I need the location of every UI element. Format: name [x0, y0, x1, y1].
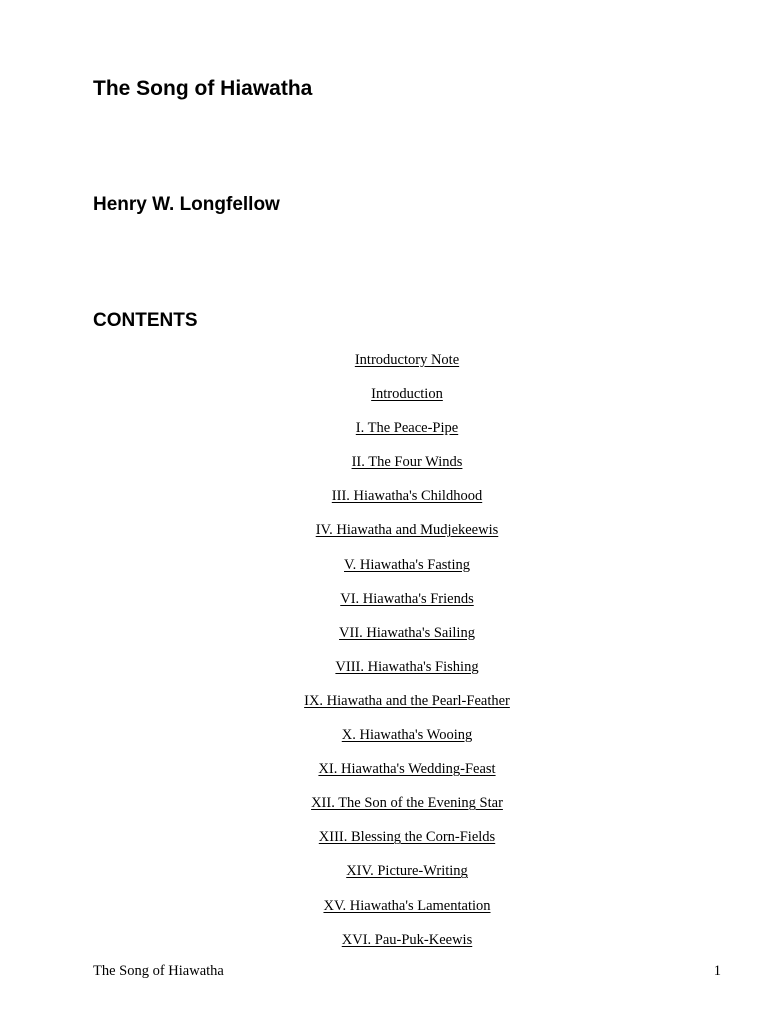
- toc-link-chapter-15[interactable]: XV. Hiawatha's Lamentation: [323, 897, 491, 914]
- toc-link-introduction[interactable]: Introduction: [371, 386, 443, 403]
- toc-item: [93, 861, 721, 895]
- toc-item: [93, 452, 721, 486]
- toc-item: [93, 486, 721, 520]
- toc-item: [93, 657, 721, 691]
- toc-link-chapter-11[interactable]: XI. Hiawatha's Wedding-Feast: [318, 761, 496, 778]
- toc-item: [93, 555, 721, 589]
- toc-item: [93, 589, 721, 623]
- footer-page-number: 1: [713, 963, 721, 979]
- toc-link-chapter-13[interactable]: XIII. Blessing the Corn-Fields: [318, 829, 496, 846]
- toc-link-chapter-3[interactable]: III. Hiawatha's Childhood: [331, 488, 483, 505]
- table-of-contents: [93, 350, 721, 964]
- toc-link-chapter-1[interactable]: I. The Peace-Pipe: [355, 420, 459, 437]
- toc-item: [93, 623, 721, 657]
- toc-item: [93, 520, 721, 554]
- contents-heading: CONTENTS: [93, 310, 198, 331]
- toc-item: [93, 793, 721, 827]
- toc-link-chapter-6[interactable]: VI. Hiawatha's Friends: [340, 590, 474, 607]
- document-title: The Song of Hiawatha: [93, 77, 313, 100]
- toc-link-chapter-16[interactable]: XVI. Pau-Puk-Keewis: [341, 931, 473, 948]
- toc-item: [93, 418, 721, 452]
- toc-link-chapter-7[interactable]: VII. Hiawatha's Sailing: [339, 624, 475, 641]
- toc-item: [93, 827, 721, 861]
- author-name: Henry W. Longfellow: [93, 194, 280, 215]
- toc-link-chapter-10[interactable]: X. Hiawatha's Wooing: [341, 727, 473, 744]
- toc-item: [93, 384, 721, 418]
- footer-running-title: The Song of Hiawatha: [93, 963, 224, 979]
- toc-item: [93, 896, 721, 930]
- toc-link-chapter-5[interactable]: V. Hiawatha's Fasting: [344, 556, 470, 573]
- toc-link-chapter-14[interactable]: XIV. Picture-Writing: [346, 863, 468, 880]
- toc-link-introductory-note[interactable]: Introductory Note: [354, 352, 460, 368]
- toc-item: [93, 759, 721, 793]
- toc-link-chapter-2[interactable]: II. The Four Winds: [351, 454, 463, 471]
- toc-link-chapter-9[interactable]: IX. Hiawatha and the Pearl-Feather: [304, 692, 510, 709]
- toc-item: [93, 930, 721, 964]
- toc-link-chapter-12[interactable]: XII. The Son of the Evening Star: [311, 795, 503, 812]
- toc-item: [93, 725, 721, 759]
- toc-link-chapter-8[interactable]: VIII. Hiawatha's Fishing: [335, 658, 479, 675]
- toc-item: [93, 350, 721, 384]
- toc-item: [93, 691, 721, 725]
- toc-link-chapter-4[interactable]: IV. Hiawatha and Mudjekeewis: [315, 522, 499, 539]
